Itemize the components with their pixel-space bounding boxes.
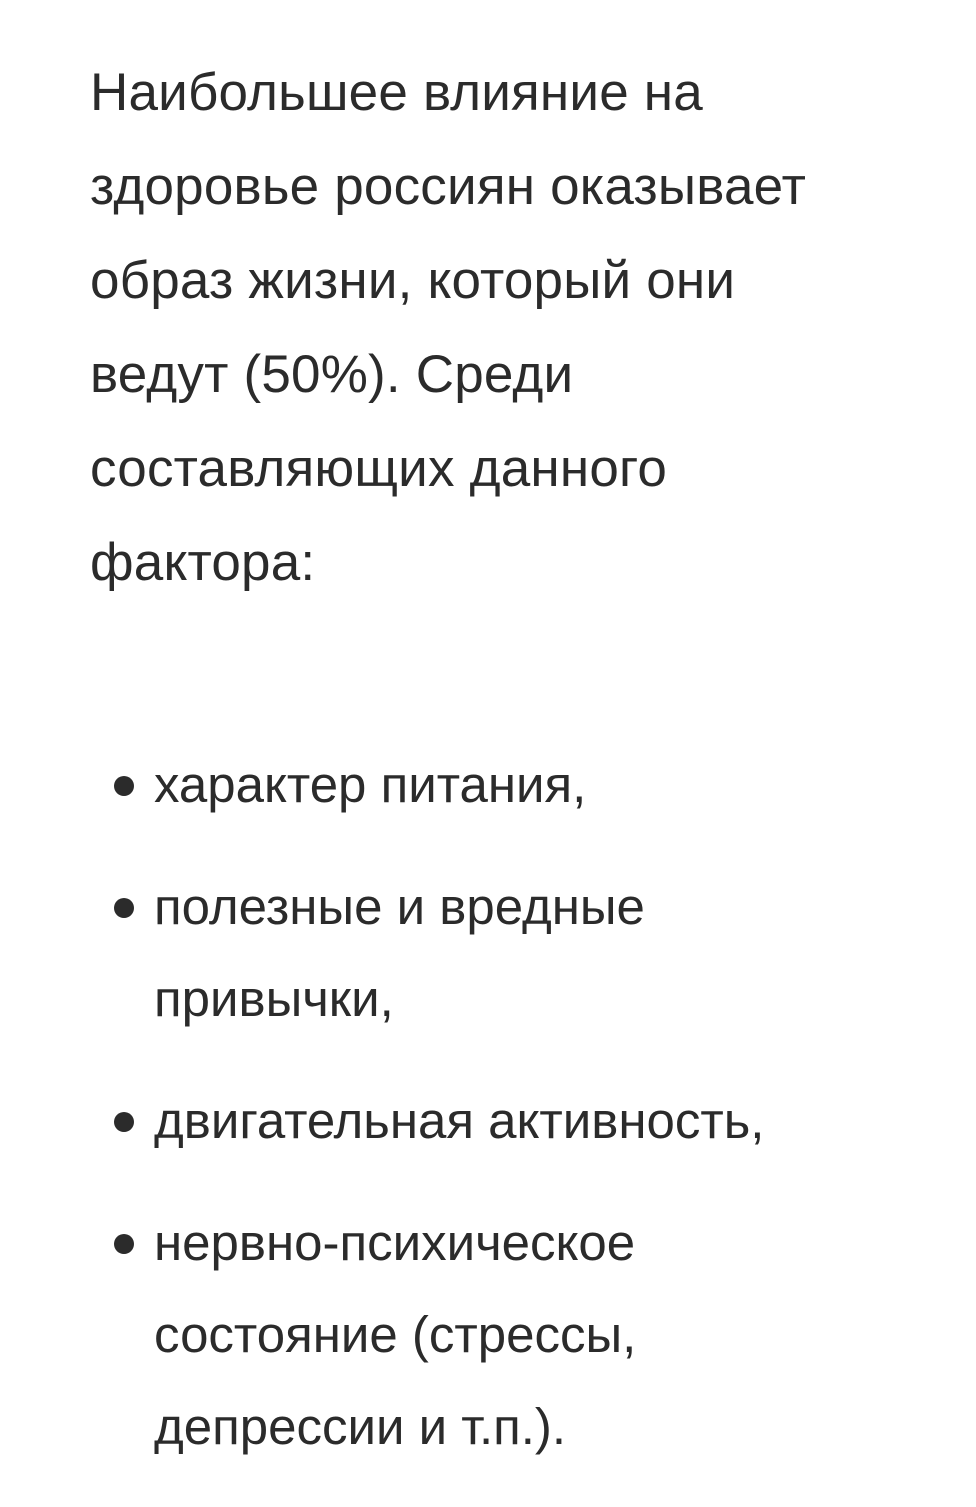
intro-line: образ жизни, который они <box>90 251 736 310</box>
intro-line: ведут (50%). Среди <box>90 345 574 404</box>
bullet-dot-icon <box>114 1112 134 1132</box>
list-item-line: депрессии и т.п.). <box>154 1398 567 1455</box>
list-item-line: состояние (стрессы, <box>154 1306 637 1363</box>
factors-list <box>90 739 880 1503</box>
list-item <box>90 739 880 831</box>
list-item-line: характер питания, <box>154 756 587 813</box>
intro-line: составляющих данного <box>90 439 668 498</box>
list-item-line: нервно-психическое <box>154 1214 636 1271</box>
list-item <box>90 861 880 1045</box>
intro-line: Наибольшее влияние на <box>90 63 703 122</box>
intro-line: здоровье россиян оказывает <box>90 157 807 216</box>
list-item-line: полезные и вредные <box>154 878 645 935</box>
intro-line: фактора: <box>90 533 316 592</box>
list-item-line: двигательная активность, <box>154 1092 765 1149</box>
list-item <box>90 1075 880 1167</box>
intro-paragraph <box>90 46 880 610</box>
list-item <box>90 1197 880 1473</box>
bullet-dot-icon <box>114 776 134 796</box>
bullet-dot-icon <box>114 898 134 918</box>
bullet-dot-icon <box>114 1234 134 1254</box>
article-body <box>90 46 880 1455</box>
list-item-line: привычки, <box>154 970 394 1027</box>
